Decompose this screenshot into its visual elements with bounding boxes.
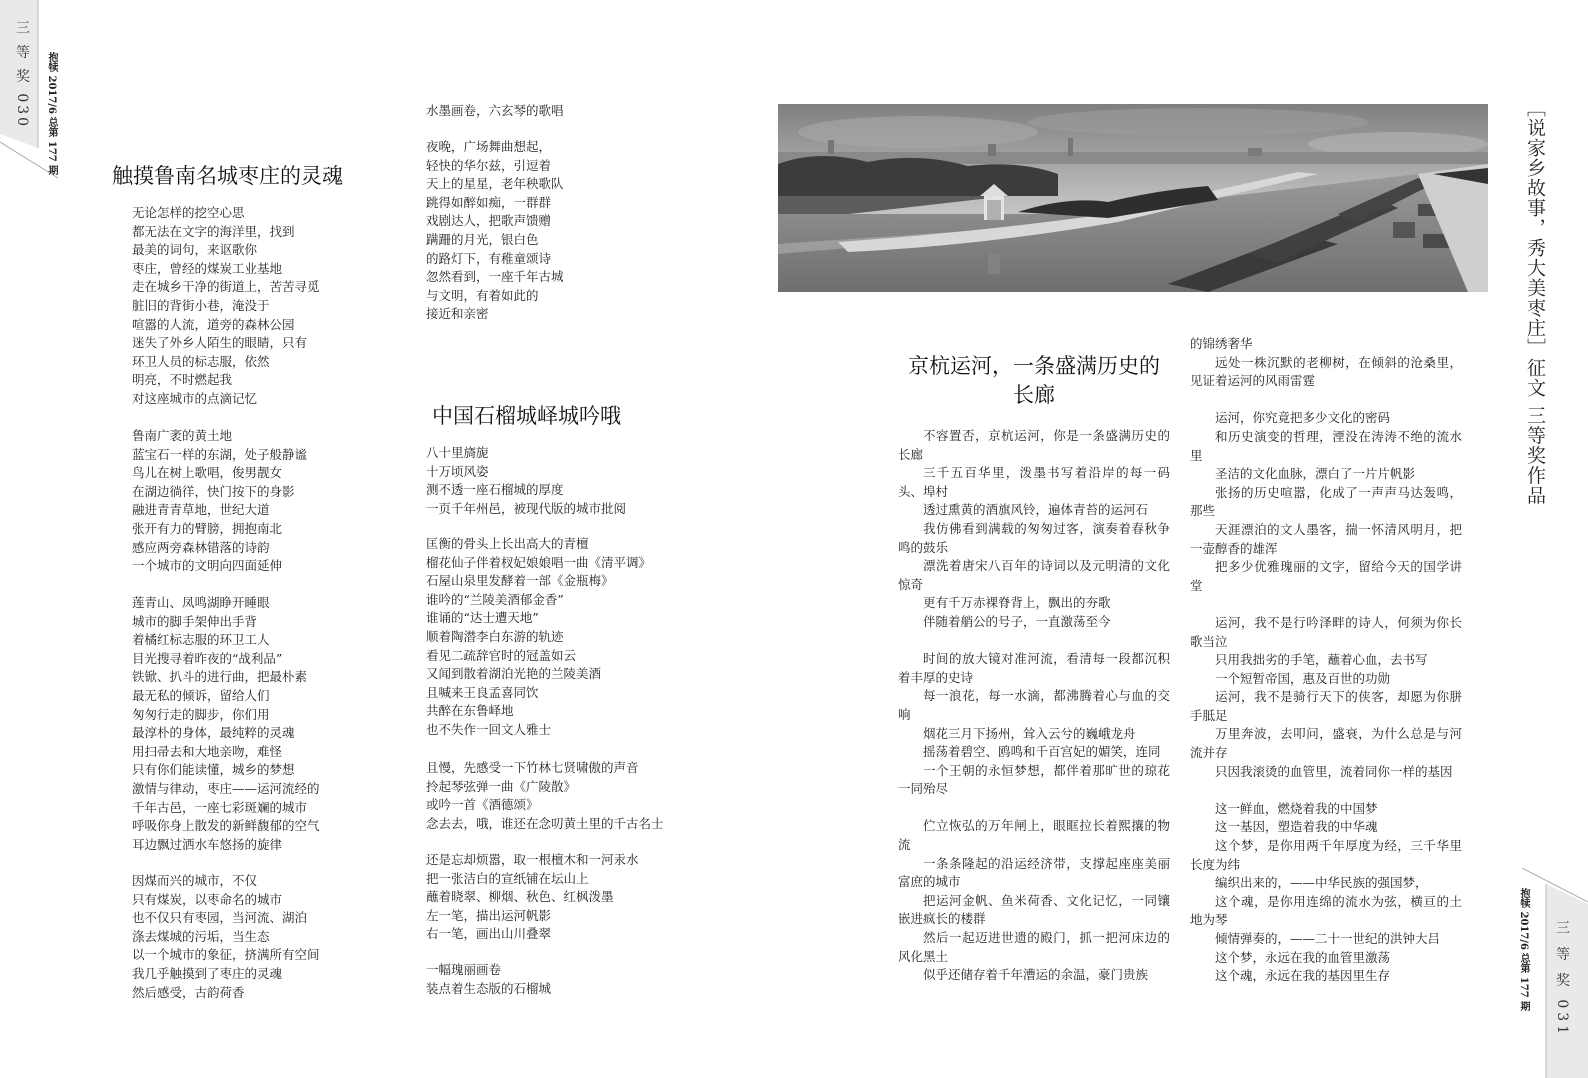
essay-column-1: [898, 427, 1170, 985]
poem1-stanza-4: 因煤而兴的城市，不仅 只有煤炭，以枣命名的城市 也不仅只有枣园，当河流、湖泊 涤去煤城的污垢，当生态 以一个城市的象征，挤满所有空间 我几乎触摸到了枣庄的灵魂 然后感受，古韵荷香: [132, 873, 320, 1000]
essay-paragraph: 摇荡着碧空、鸥鸣和千百宫妃的媚笑，连同: [923, 744, 1161, 760]
essay-paragraph: 这个梦，永远在我的血管里激荡: [1215, 949, 1391, 965]
essay-paragraph: 和历史演变的哲理，湮没在涛涛不绝的流水里: [1190, 428, 1462, 463]
essay-paragraph: 万里奔波，去叩问，盛衰，为什么总是与河流并存: [1190, 726, 1462, 761]
essay-paragraph: 这一基因，塑造着我的中华魂: [1215, 819, 1378, 835]
essay-paragraph: 只用我拙劣的手笔，蘸着心血，去书写: [1215, 652, 1428, 668]
essay-paragraph: 三千五百华里，泼墨书写着沿岸的每一码头、埠村: [898, 465, 1170, 499]
poem2-stanza-2: 匡衡的骨头上长出高大的青檀 榴花仙子伴着杈妃娘娘唱一曲《清平调》 石屋山泉里发酵着一部《金瓶梅》 谁吟的“兰陵美酒郁金香” 谁诵的“达士遭天地” 顺着陶潜李白东游的轨迹 看见二疏辞官时的冠盖如云 又闻到散着湖泊光艳的兰陵美酒 且喊来王良孟喜同饮 共醉在东鲁峄地 也不失作一回文人雅士: [426, 536, 652, 737]
essay-paragraph: 这个梦，是你用两千年厚度为经，三千华里长度为纬: [1190, 838, 1462, 872]
essay-paragraph: 时间的放大镜对准河流，看清每一段都沉积着丰厚的史诗: [898, 651, 1170, 685]
essay-paragraph: 天涯漂泊的文人墨客，揣一怀清风明月，把一壶醇香的雄浑: [1190, 521, 1462, 556]
essay-paragraph: 运河，你究竟把多少文化的密码: [1215, 410, 1391, 426]
poem1-stanza-5: 水墨画卷，六玄琴的歌唱: [426, 103, 564, 118]
poem1-stanza-1: 无论怎样的挖空心思 都无法在文字的海洋里，找到 最美的词句，来讴歌你 枣庄，曾经的煤炭工业基地 走在城乡干净的街道上，苦苦寻觅 脏旧的背街小巷，淹没于 喧嚣的人流，道旁的森林公园 迷失了外乡人陌生的眼睛，只有 环卫人员的标志服，依然 明亮，不时燃起我 对这座城市的点滴记忆: [132, 205, 320, 406]
poem2-stanza-5: 一幅瑰丽画卷 装点着生态版的石榴城: [426, 962, 552, 996]
essay-paragraph: 把多少优雅瑰丽的文字，留给今天的国学讲堂: [1190, 559, 1462, 593]
essay-paragraph: 运河，我不是骑行天下的侠客，却愿为你胼手胝足: [1190, 689, 1462, 723]
essay-paragraph: 更有千万赤裸脊背上，飘出的夯歌: [923, 595, 1111, 611]
poem2-title: 中国石榴城峄城吟哦: [432, 404, 621, 428]
essay-paragraph: 运河，我不是行吟泽畔的诗人，何须为你长歌当泣: [1190, 614, 1462, 649]
essay-paragraph: 把运河金帆、鱼米荷香、文化记忆，一同镶嵌进疯长的楼群: [898, 892, 1170, 927]
essay-paragraph: 张扬的历史喧嚣，化成了一声声马达轰鸣，那些: [1190, 484, 1462, 519]
poem2-stanza-3: 且慢，先感受一下竹林七贤啸傲的声音 拎起琴弦弹一曲《广陵散》 或吟一首《酒德颂》 念去去，哦，谁还在念叨黄土里的千古名士: [426, 760, 664, 831]
essay-title: 京杭运河，一条盛满历史的长廊: [908, 354, 1160, 407]
essay-paragraph: 然后一起迈进世遗的殿门，抓一把河床边的风化黑土: [898, 930, 1170, 964]
left-folio: 抱犊 2017/6 总第 177 期: [46, 52, 57, 176]
essay-paragraph: 漂洗着唐宋八百年的诗词以及元明清的文化惊奇: [898, 558, 1170, 592]
essay-paragraph: 一个短暂帝国，惠及百世的功勋: [1215, 670, 1391, 686]
right-folio: 抱犊 2017/6 总第 177 期: [1518, 888, 1529, 1012]
essay-paragraph: 远处一株沉默的老柳树，在倾斜的沧桑里，见证着运河的风雨雷霆: [1190, 354, 1462, 389]
essay-paragraph: 烟花三月下扬州，耸入云兮的巍峨龙舟: [923, 725, 1136, 741]
essay-paragraph: 圣洁的文化血脉，漂白了一片片帆影: [1215, 466, 1416, 482]
essay-column-2: [1190, 335, 1462, 986]
essay-paragraph: 一条条隆起的沿运经济带，支撑起座座美丽富庶的城市: [898, 855, 1170, 890]
essay-paragraph: 的锦绣奢华: [1190, 336, 1253, 351]
essay-paragraph: 似乎还储存着千年漕运的余温，豪门贵族: [923, 967, 1149, 983]
essay-paragraph: 透过熏黄的酒旗风铃，遍体青苔的运河石: [923, 502, 1149, 518]
canal-panorama-photo: [778, 104, 1488, 292]
poem2-stanza-1: 八十里旖旎 十万顷风姿 测不透一座石榴城的厚度 一页千年州邑，被现代版的城市批阅: [426, 445, 627, 516]
essay-paragraph: 编织出来的，——中华民族的强国梦，: [1215, 875, 1428, 891]
essay-paragraph: 伫立恢弘的万年闸上，眼眶拉长着熙攘的物流: [898, 818, 1170, 853]
essay-paragraph: 倾情弹奏的，——二十一世纪的洪钟大吕: [1215, 931, 1441, 946]
essay-paragraph: 伴随着艄公的号子，一直激荡至今: [923, 613, 1111, 629]
essay-paragraph: 我仿佛看到满载的匆匆过客，演奏着春秋争鸣的鼓乐: [898, 520, 1170, 555]
left-sidebar-tab: 三 等 奖 030: [14, 20, 30, 130]
poem1-stanza-6: 夜晚，广场舞曲想起， 轻快的华尔兹，引逗着 天上的星星，老年秧歌队 跳得如醉如痴，一群群 戏剧达人，把歌声馈赠 蹒跚的月光，银白色 的路灯下，有稚童颂诗 忽然看到，一座千年古城 与文明，有着如此的 接近和亲密: [426, 139, 564, 322]
poem1-stanza-2: 鲁南广袤的黄土地 蓝宝石一样的东湖，处子般静谧 鸟儿在树上歌唱，俊男靓女 在湖边徜徉，快门按下的身影 融进青青草地，世纪大道 张开有力的臂膀，拥抱南北 感应两旁森林错落的诗韵 一个城市的文明向四面延伸: [132, 428, 308, 574]
essay-paragraph: 这一鲜血，燃烧着我的中国梦: [1215, 800, 1378, 816]
poem1-title: 触摸鲁南名城枣庄的灵魂: [112, 164, 343, 188]
essay-paragraph: 一个王朝的永恒梦想，都伴着那旷世的琼花一同殆尽: [898, 762, 1170, 797]
poem2-stanza-4: 还是忘却烦嚣，取一根檀木和一河汞水 把一张洁白的宣纸铺在坛山上 蘸着晓翠、柳烟、秋色、红枫泼墨 左一笔，描出运河帆影 右一笔，画出山川叠翠: [426, 852, 639, 942]
essay-paragraph: 这个魂，永远在我的基因里生存: [1215, 968, 1391, 984]
series-heading: ［说家乡故事，秀大美枣庄］征文 三等奖作品: [1524, 98, 1546, 506]
essay-paragraph: 不容置否，京杭运河，你是一条盛满历史的长廊: [898, 428, 1170, 462]
essay-paragraph: 只因我滚烫的血管里，流着同你一样的基因: [1215, 763, 1453, 779]
right-sidebar-tab: 三 等 奖 031: [1554, 920, 1570, 1039]
poem1-stanza-3: 莲青山、凤鸣湖睁开睡眼 城市的脚手架伸出手背 着橘红标志服的环卫工人 目光搜寻着昨夜的“战利品” 铁锨、扒斗的进行曲，把最朴素 最无私的倾诉，留给人们 匆匆行走的脚步，你们用 最淳朴的身体，最纯粹的灵魂 用扫帚去和大地亲吻，难怪 只有你们能读懂，城乡的梦想 激情与律动，枣庄——运河流经的 千年古邑，一座七彩斑斓的城市 呼吸你身上散发的新鲜馥郁的空气 耳边飘过洒水车悠扬的旋律: [132, 595, 320, 852]
essay-paragraph: 每一浪花，每一水滴，都沸腾着心与血的交响: [898, 688, 1170, 722]
essay-paragraph: 这个魂，是你用连绵的流水为弦，横亘的土地为琴: [1190, 893, 1462, 928]
